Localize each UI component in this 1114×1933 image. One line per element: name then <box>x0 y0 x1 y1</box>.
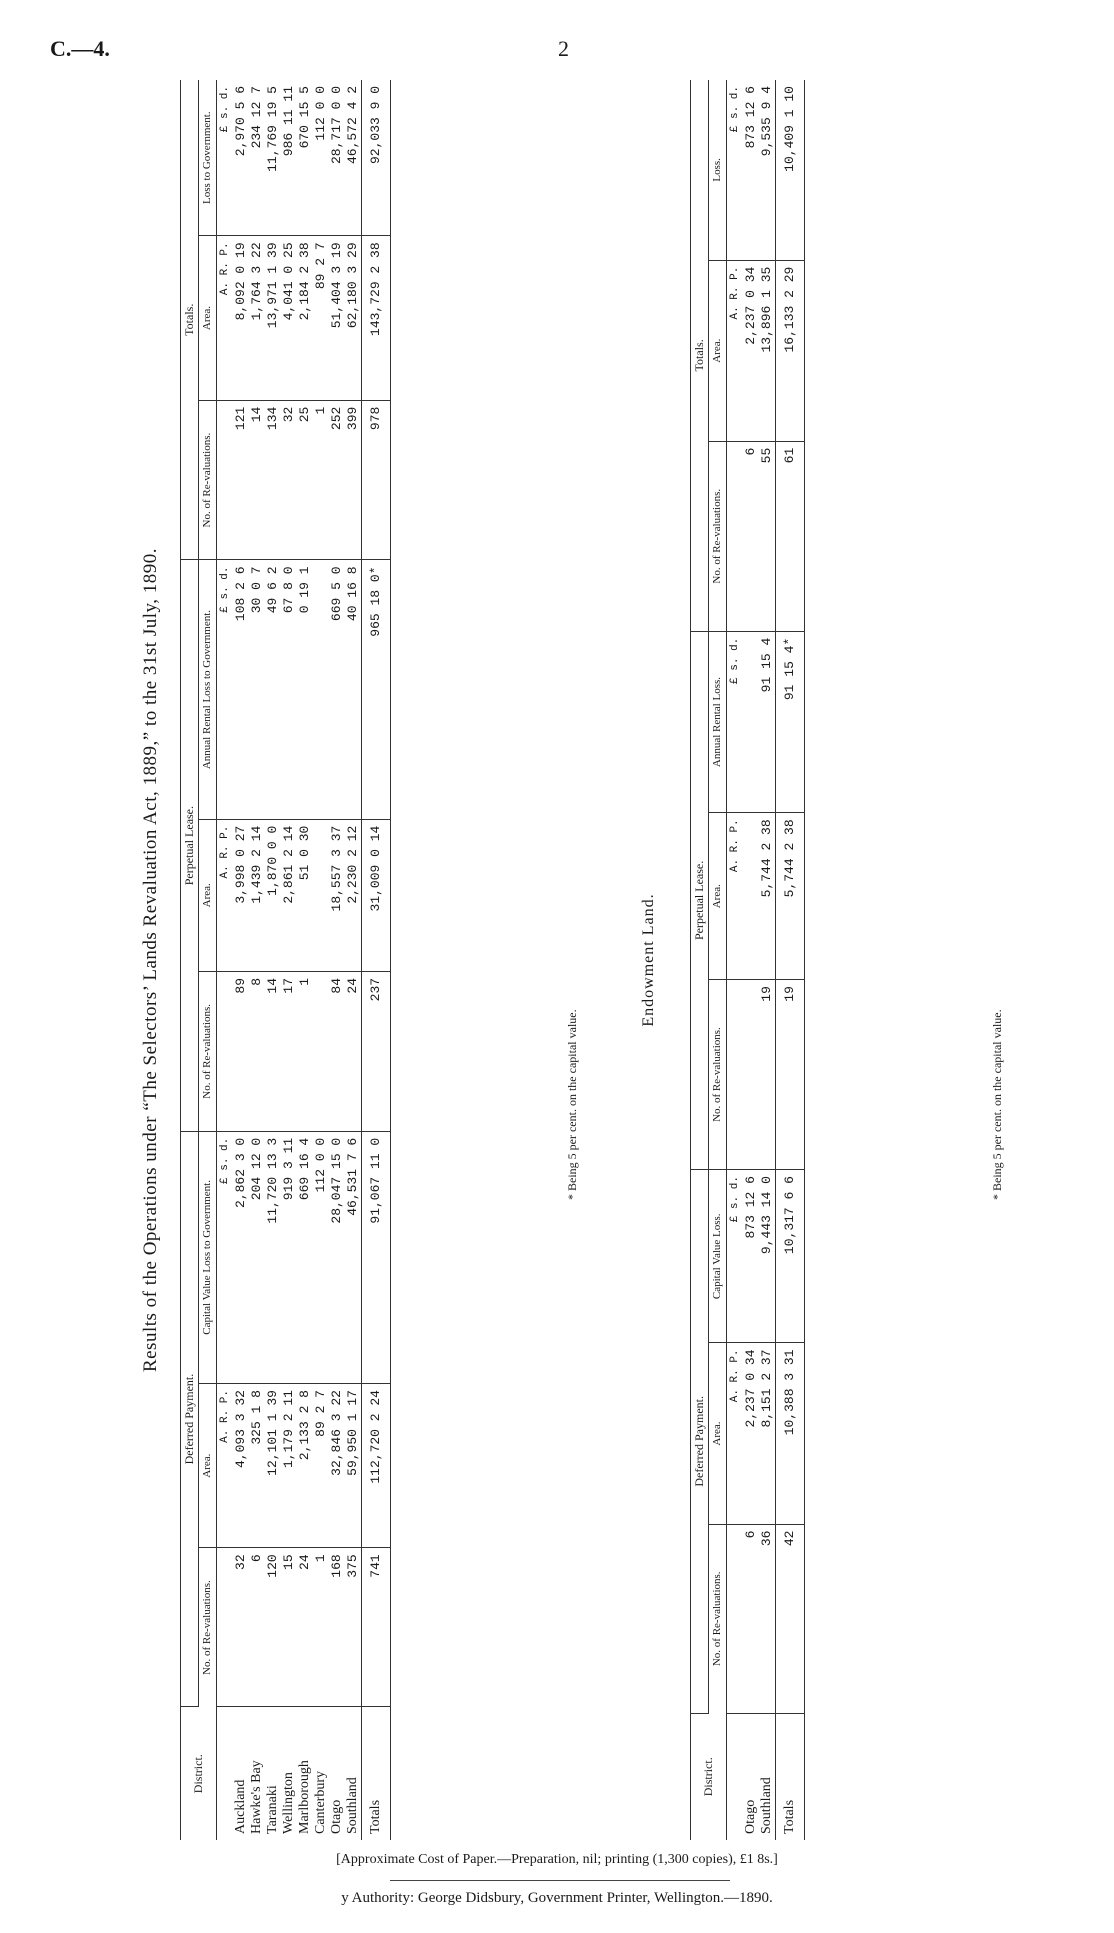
unit-cell: £ s. d. <box>217 80 234 236</box>
total-cell: 112,720 2 24 <box>362 1384 391 1548</box>
pl-area-header: Area. <box>199 819 217 971</box>
unit-cell: A. R. P. <box>727 813 744 980</box>
dp-no-header: No. of Re-valuations. <box>199 1548 217 1707</box>
totals-label: Totals <box>776 1713 805 1840</box>
value-cell: 12,101 1 39 <box>265 1384 281 1548</box>
total-cell: 16,133 2 29 <box>776 260 805 441</box>
total-cell: 978 <box>362 400 391 560</box>
total-cell: 31,009 0 14 <box>362 819 391 971</box>
totals-row <box>776 80 805 1840</box>
t-loss-header-2: Loss. <box>709 80 727 260</box>
unit-cell: A. R. P. <box>217 236 234 400</box>
total-cell: 92,033 9 0 <box>362 80 391 236</box>
table-row <box>233 80 249 1840</box>
value-cell: 2,861 2 14 <box>281 819 297 971</box>
value-cell <box>743 980 759 1170</box>
value-cell: 2,133 2 8 <box>297 1384 313 1548</box>
value-cell: 8,092 0 19 <box>233 236 249 400</box>
value-cell: 2,184 2 38 <box>297 236 313 400</box>
value-cell: 11,720 13 3 <box>265 1131 281 1383</box>
value-cell: 112 0 0 <box>313 1131 329 1383</box>
value-cell: 36 <box>759 1524 776 1713</box>
table-row <box>313 80 329 1840</box>
district-cell: Southland <box>345 1777 360 1834</box>
total-cell: 10,388 3 31 <box>776 1343 805 1524</box>
value-cell: 0 19 1 <box>297 560 313 819</box>
unit-cell: A. R. P. <box>217 1384 234 1548</box>
total-cell: 5,744 2 38 <box>776 813 805 980</box>
total-cell: 741 <box>362 1548 391 1707</box>
value-cell: 6 <box>743 1524 759 1713</box>
perpetual-lease-header-2: Perpetual Lease. <box>691 631 709 1169</box>
dp-capital-header: Capital Value Loss to Government. <box>199 1131 217 1383</box>
value-cell: 40 16 8 <box>345 560 362 819</box>
value-cell: 18,557 3 37 <box>329 819 345 971</box>
t-loss-header: Loss to Government. <box>199 80 217 236</box>
value-cell: 2,970 5 6 <box>233 80 249 236</box>
value-cell: 669 16 4 <box>297 1131 313 1383</box>
value-cell: 669 5 0 <box>329 560 345 819</box>
table-row <box>265 80 281 1840</box>
total-cell: 42 <box>776 1524 805 1713</box>
value-cell: 6 <box>743 441 759 631</box>
t-no-header: No. of Re-valuations. <box>199 400 217 560</box>
value-cell: 670 15 5 <box>297 80 313 236</box>
value-cell: 1,764 3 22 <box>249 236 265 400</box>
total-cell: 10,317 6 6 <box>776 1170 805 1343</box>
value-cell: 84 <box>329 971 345 1131</box>
table-row <box>329 80 345 1840</box>
value-cell: 4,041 0 25 <box>281 236 297 400</box>
value-cell: 919 3 11 <box>281 1131 297 1383</box>
total-cell: 91,067 11 0 <box>362 1131 391 1383</box>
value-cell: 1 <box>297 971 313 1131</box>
district-cell: Hawke's Bay <box>249 1760 264 1834</box>
table-row <box>743 80 759 1840</box>
total-cell: 91 15 4* <box>776 631 805 813</box>
divider <box>390 1880 730 1881</box>
district-cell: Canterbury <box>313 1771 328 1834</box>
value-cell: 1 <box>313 400 329 560</box>
value-cell: 32 <box>233 1548 249 1707</box>
perpetual-lease-header: Perpetual Lease. <box>181 560 199 1131</box>
value-cell: 24 <box>345 971 362 1131</box>
value-cell: 32 <box>281 400 297 560</box>
value-cell: 1,870 0 0 <box>265 819 281 971</box>
unit-cell <box>727 980 744 1170</box>
value-cell: 19 <box>759 980 776 1170</box>
value-cell: 168 <box>329 1548 345 1707</box>
unit-cell: £ s. d. <box>727 1170 744 1343</box>
value-cell: 234 12 7 <box>249 80 265 236</box>
value-cell: 252 <box>329 400 345 560</box>
district-header: District. <box>181 1707 217 1840</box>
unit-cell <box>217 971 234 1131</box>
value-cell: 30 0 7 <box>249 560 265 819</box>
value-cell: 108 2 6 <box>233 560 249 819</box>
pl-rental-header-2: Annual Rental Loss. <box>709 631 727 813</box>
unit-cell: £ s. d. <box>217 1131 234 1383</box>
pl-rental-header: Annual Rental Loss to Government. <box>199 560 217 819</box>
page-number: 2 <box>558 36 569 61</box>
district-cell: Otago <box>743 1799 758 1834</box>
value-cell: 2,237 0 34 <box>743 1343 759 1524</box>
value-cell: 32,846 3 22 <box>329 1384 345 1548</box>
value-cell: 9,535 9 4 <box>759 80 776 260</box>
total-cell: 143,729 2 38 <box>362 236 391 400</box>
value-cell: 1,439 2 14 <box>249 819 265 971</box>
unit-cell <box>727 1713 744 1840</box>
value-cell: 120 <box>265 1548 281 1707</box>
units-row <box>217 80 234 1840</box>
value-cell: 8 <box>249 971 265 1131</box>
unit-cell: A. R. P. <box>727 260 744 441</box>
pl-no-header: No. of Re-valuations. <box>199 971 217 1131</box>
value-cell: 28,717 0 0 <box>329 80 345 236</box>
value-cell <box>743 813 759 980</box>
unit-cell: A. R. P. <box>727 1343 744 1524</box>
unit-cell <box>217 400 234 560</box>
value-cell: 14 <box>249 400 265 560</box>
value-cell: 14 <box>265 971 281 1131</box>
table-row <box>297 80 313 1840</box>
value-cell: 89 2 7 <box>313 1384 329 1548</box>
district-cell: Auckland <box>233 1779 248 1834</box>
value-cell: 17 <box>281 971 297 1131</box>
endowment-land-table <box>690 80 805 1840</box>
footnote-1: * Being 5 per cent. on the capital value. <box>565 1009 579 1200</box>
value-cell: 15 <box>281 1548 297 1707</box>
endowment-land-title: Endowment Land. <box>640 893 657 1027</box>
units-row <box>727 80 744 1840</box>
value-cell: 325 1 8 <box>249 1384 265 1548</box>
cost-note: [Approximate Cost of Paper.—Preparation, nil; printing (1,300 copies), £1 8s.] <box>336 1852 778 1867</box>
value-cell: 62,180 3 29 <box>345 236 362 400</box>
pl-area-header-2: Area. <box>709 813 727 980</box>
unit-cell <box>727 1524 744 1713</box>
table-row <box>281 80 297 1840</box>
selectors-lands-table <box>180 80 391 1840</box>
value-cell: 11,769 19 5 <box>265 80 281 236</box>
value-cell: 375 <box>345 1548 362 1707</box>
unit-cell: £ s. d. <box>727 631 744 813</box>
value-cell: 112 0 0 <box>313 80 329 236</box>
value-cell: 55 <box>759 441 776 631</box>
value-cell: 986 11 11 <box>281 80 297 236</box>
value-cell <box>743 631 759 813</box>
value-cell: 8,151 2 37 <box>759 1343 776 1524</box>
totals-label: Totals <box>362 1707 391 1840</box>
value-cell: 25 <box>297 400 313 560</box>
value-cell: 89 <box>233 971 249 1131</box>
unit-cell: £ s. d. <box>217 560 234 819</box>
value-cell: 67 8 0 <box>281 560 297 819</box>
value-cell: 13,971 1 39 <box>265 236 281 400</box>
value-cell: 91 15 4 <box>759 631 776 813</box>
total-cell: 237 <box>362 971 391 1131</box>
total-cell: 965 18 0* <box>362 560 391 819</box>
table-title: Results of the Operations under “The Selectors’ Lands Revaluation Act, 1889,” to the 31st July, 1890. <box>140 547 161 1373</box>
value-cell: 134 <box>265 400 281 560</box>
value-cell: 51 0 30 <box>297 819 313 971</box>
value-cell: 2,230 2 12 <box>345 819 362 971</box>
district-cell: Wellington <box>281 1772 296 1834</box>
value-cell: 3,998 0 27 <box>233 819 249 971</box>
value-cell: 46,531 7 6 <box>345 1131 362 1383</box>
unit-cell <box>217 1707 234 1840</box>
table-row <box>249 80 265 1840</box>
pl-no-header-2: No. of Re-valuations. <box>709 980 727 1170</box>
rotated-tables <box>140 80 1020 1840</box>
value-cell: 13,896 1 35 <box>759 260 776 441</box>
totals-header: Totals. <box>181 80 199 560</box>
table-row <box>345 80 362 1840</box>
unit-cell <box>217 1548 234 1707</box>
totals-header-2: Totals. <box>691 80 709 631</box>
totals-row <box>362 80 391 1840</box>
dp-capital-header-2: Capital Value Loss. <box>709 1170 727 1343</box>
unit-cell: £ s. d. <box>727 80 744 260</box>
value-cell <box>313 560 329 819</box>
district-cell: Otago <box>329 1799 344 1834</box>
value-cell: 49 6 2 <box>265 560 281 819</box>
t-area-header-2: Area. <box>709 260 727 441</box>
t-area-header: Area. <box>199 236 217 400</box>
total-cell: 61 <box>776 441 805 631</box>
t-no-header-2: No. of Re-valuations. <box>709 441 727 631</box>
table-row <box>759 80 776 1840</box>
district-cell: Marlborough <box>297 1760 312 1834</box>
value-cell <box>313 819 329 971</box>
value-cell: 121 <box>233 400 249 560</box>
deferred-payment-header: Deferred Payment. <box>181 1131 199 1707</box>
total-cell: 19 <box>776 980 805 1170</box>
dp-no-header-2: No. of Re-valuations. <box>709 1524 727 1713</box>
value-cell: 51,404 3 19 <box>329 236 345 400</box>
dp-area-header: Area. <box>199 1384 217 1548</box>
printer-authority: y Authority: George Didsbury, Government Printer, Wellington.—1890. <box>341 1890 773 1906</box>
value-cell: 4,093 3 32 <box>233 1384 249 1548</box>
value-cell: 24 <box>297 1548 313 1707</box>
value-cell: 1 <box>313 1548 329 1707</box>
deferred-payment-header-2: Deferred Payment. <box>691 1170 709 1714</box>
footnote-2: * Being 5 per cent. on the capital value. <box>990 1009 1004 1200</box>
dp-area-header-2: Area. <box>709 1343 727 1524</box>
value-cell: 2,862 3 0 <box>233 1131 249 1383</box>
value-cell: 2,237 0 34 <box>743 260 759 441</box>
value-cell: 46,572 4 2 <box>345 80 362 236</box>
value-cell: 5,744 2 38 <box>759 813 776 980</box>
unit-cell <box>727 441 744 631</box>
total-cell: 10,409 1 10 <box>776 80 805 260</box>
district-cell: Southland <box>759 1777 774 1834</box>
value-cell: 204 12 0 <box>249 1131 265 1383</box>
value-cell: 28,047 15 0 <box>329 1131 345 1383</box>
value-cell: 59,950 1 17 <box>345 1384 362 1548</box>
document-series: C.—4. <box>50 36 110 61</box>
district-cell: Taranaki <box>265 1785 280 1834</box>
value-cell: 873 12 6 <box>743 80 759 260</box>
value-cell: 399 <box>345 400 362 560</box>
value-cell: 1,179 2 11 <box>281 1384 297 1548</box>
value-cell: 873 12 6 <box>743 1170 759 1343</box>
unit-cell: A. R. P. <box>217 819 234 971</box>
value-cell: 89 2 7 <box>313 236 329 400</box>
value-cell <box>313 971 329 1131</box>
value-cell: 6 <box>249 1548 265 1707</box>
value-cell: 9,443 14 0 <box>759 1170 776 1343</box>
district-header-2: District. <box>691 1713 727 1840</box>
